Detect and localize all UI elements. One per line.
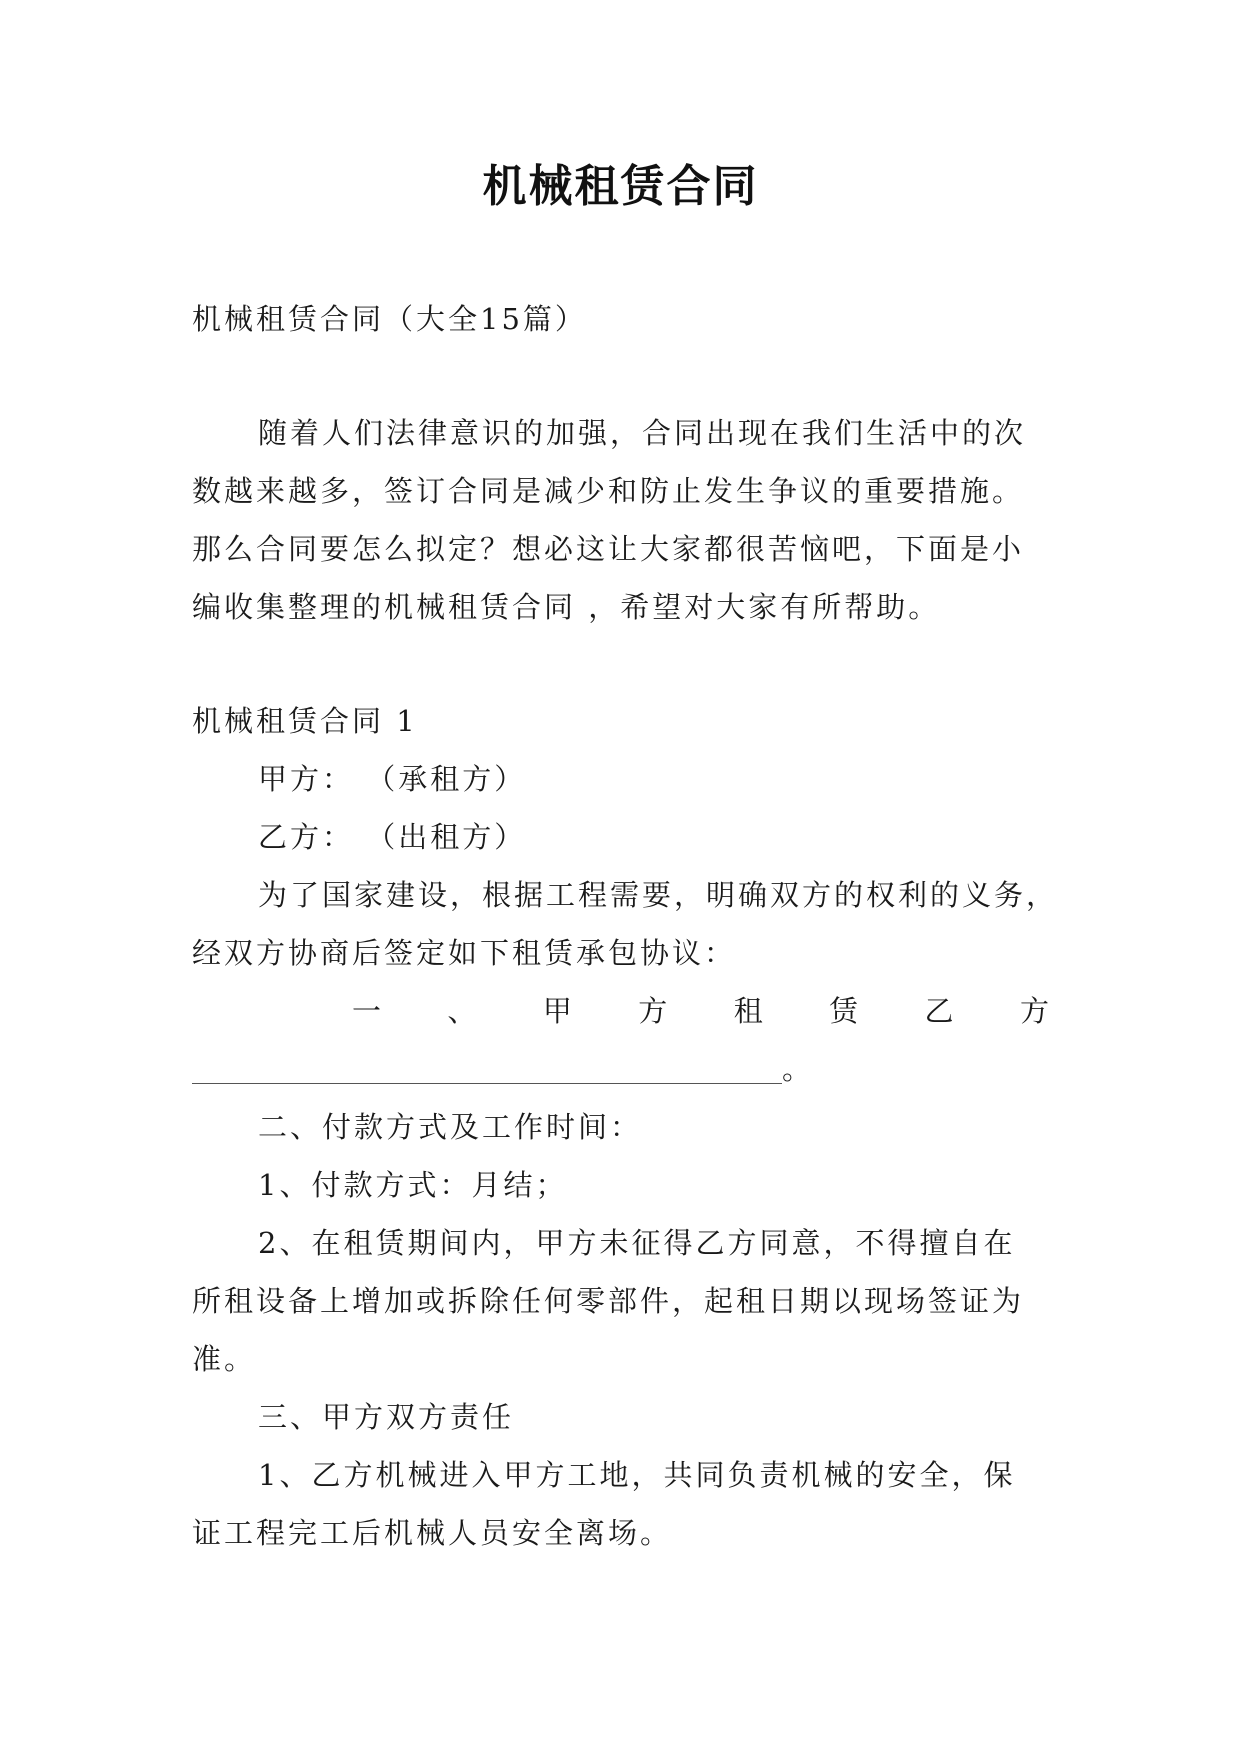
intro-line: 编收集整理的机械租赁合同 ，希望对大家有所帮助。 [192,590,941,624]
clause-1-char: 甲 [542,994,575,1028]
intro-line: 随着人们法律意识的加强，合同出现在我们生活中的次 [258,416,1027,450]
spacer [192,636,1052,692]
document-body [192,290,1059,1562]
clause-3-item-1 [192,1446,1052,1562]
clause-1-end-mark: 。 [782,1052,815,1086]
clause-2-item-2-line: 准。 [192,1342,257,1376]
clause-2-item-1: 1、付款方式：月结； [258,1168,568,1202]
party-b: 乙方： （出租方） [258,820,527,854]
clause-3-item-1-line: 1、乙方机械进入甲方工地，共同负责机械的安全，保 [258,1458,1016,1492]
clause-1-char: 乙 [924,994,957,1028]
intro-paragraph [192,404,1052,636]
clause-1-heading [192,982,1052,1040]
clause-1-char: 方 [638,994,671,1028]
spacer [192,348,1052,404]
clause-1-char: 、 [447,994,480,1028]
clause-1-blank-row [192,1040,1052,1098]
clause-1-char: 租 [733,994,766,1028]
clause-1-char: 方 [1019,994,1052,1028]
intro-line: 数越来越多，签订合同是减少和防止发生争议的重要措施。 [192,474,1025,508]
purpose-line: 经双方协商后签定如下租赁承包协议： [192,936,737,970]
clause-3-title: 三、甲方双方责任 [258,1400,515,1434]
clause-2-title: 二、付款方式及工作时间： [258,1110,643,1144]
clause-1-char: 一 [352,994,385,1028]
clause-2-item-2 [192,1214,1052,1388]
purpose-paragraph [192,866,1059,982]
clause-1-char: 赁 [829,994,862,1028]
intro-line: 那么合同要怎么拟定？想必这让大家都很苦恼吧，下面是小 [192,532,1025,566]
clause-3-item-1-line: 证工程完工后机械人员安全离场。 [192,1516,673,1550]
document-title: 机械租赁合同 [482,161,759,212]
purpose-line: 为了国家建设，根据工程需要，明确双方的权利的义务， [258,878,1059,912]
clause-2-item-2-line: 2、在租赁期间内，甲方未征得乙方同意，不得擅自在 [258,1226,1016,1260]
contract-heading: 机械租赁合同 1 [192,704,418,738]
fill-in-blank-line [192,1083,782,1084]
clause-2-item-2-line: 所租设备上增加或拆除任何零部件，起租日期以现场签证为 [192,1284,1025,1318]
party-a: 甲方： （承租方） [258,762,527,796]
document-subtitle: 机械租赁合同（大全15篇） [192,302,587,336]
